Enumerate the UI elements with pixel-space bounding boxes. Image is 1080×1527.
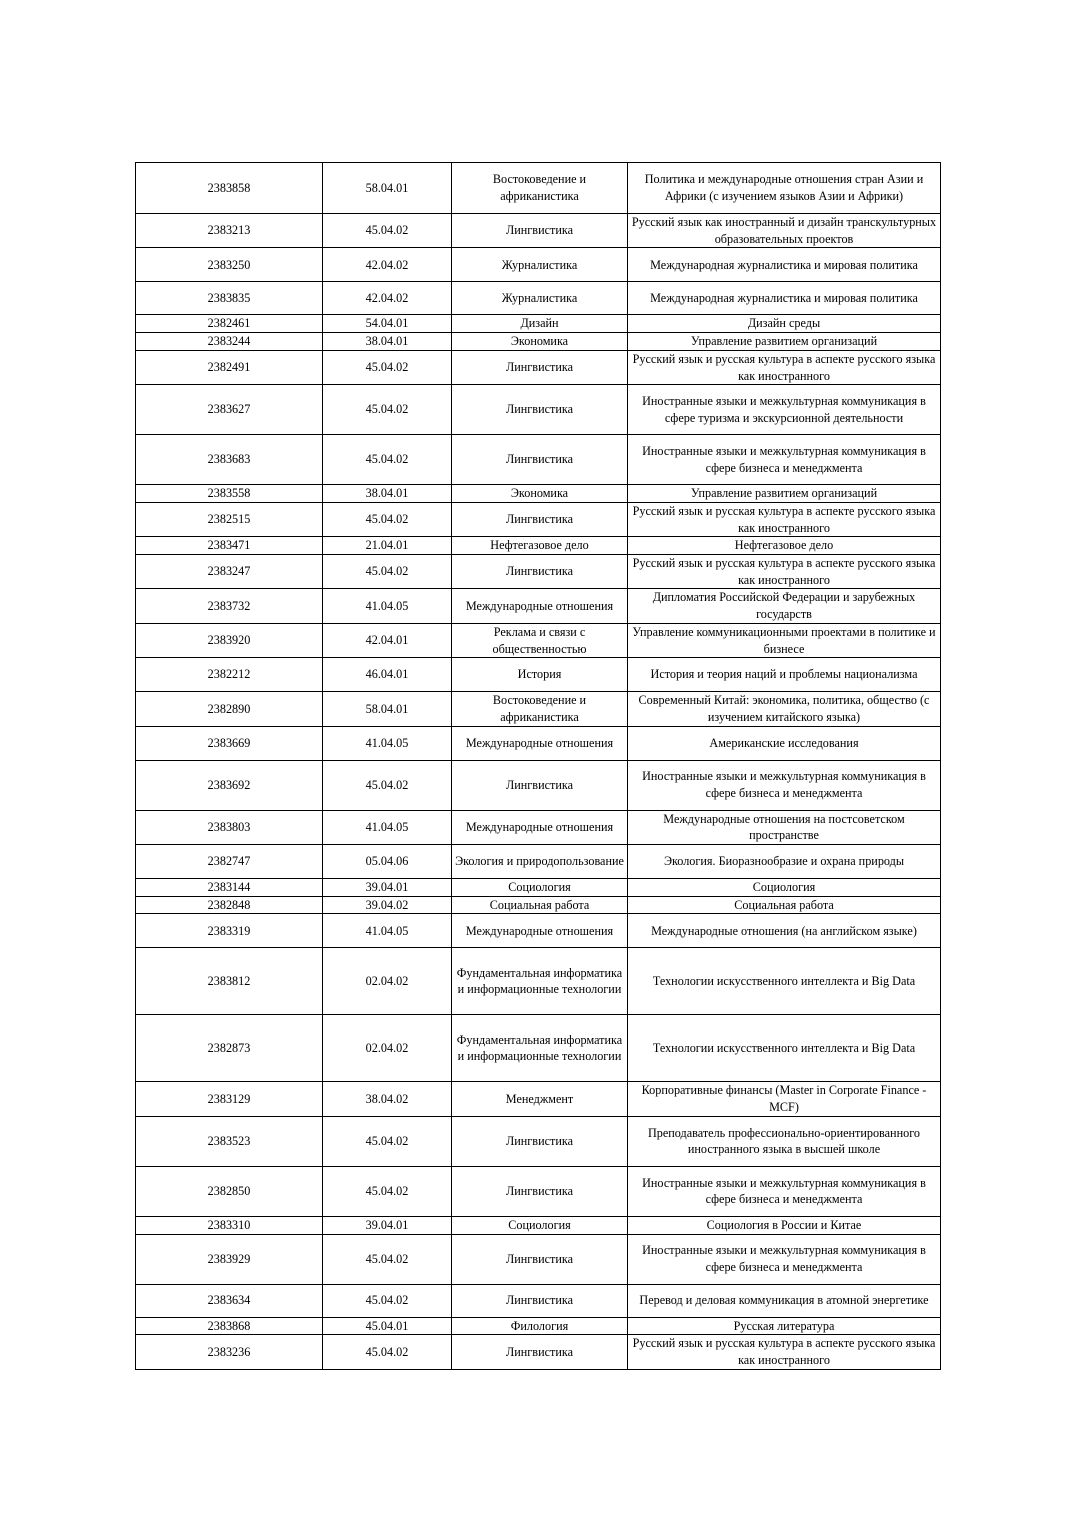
cell-record-id: 2383213	[136, 214, 323, 248]
table-row	[136, 879, 941, 897]
cell-program: Перевод и деловая коммуникация в атомной энергетике	[628, 1284, 941, 1317]
cell-program: Социология	[628, 879, 941, 897]
cell-record-id: 2383558	[136, 485, 323, 503]
cell-specialty-code: 45.04.02	[323, 1335, 452, 1369]
table-row	[136, 350, 941, 384]
table-row	[136, 1317, 941, 1335]
table-row	[136, 1015, 941, 1082]
table-row	[136, 845, 941, 879]
cell-record-id: 2383247	[136, 555, 323, 589]
cell-direction: Международные отношения	[452, 726, 628, 760]
cell-specialty-code: 42.04.02	[323, 248, 452, 282]
cell-specialty-code: 58.04.01	[323, 163, 452, 214]
cell-direction: Востоковедение и африканистика	[452, 163, 628, 214]
cell-program: Русская литература	[628, 1317, 941, 1335]
programs-table	[135, 162, 941, 1370]
cell-direction: Лингвистика	[452, 1116, 628, 1166]
table-row	[136, 537, 941, 555]
cell-record-id: 2383319	[136, 914, 323, 948]
cell-program: Дипломатия Российской Федерации и зарубежных государств	[628, 589, 941, 623]
table-row	[136, 589, 941, 623]
cell-specialty-code: 45.04.01	[323, 1317, 452, 1335]
cell-record-id: 2383835	[136, 282, 323, 315]
cell-direction: Менеджмент	[452, 1082, 628, 1116]
cell-specialty-code: 41.04.05	[323, 810, 452, 844]
cell-record-id: 2382491	[136, 350, 323, 384]
cell-direction: Лингвистика	[452, 214, 628, 248]
table-row	[136, 658, 941, 692]
cell-program: Дизайн среды	[628, 315, 941, 333]
table-row	[136, 315, 941, 333]
cell-record-id: 2383236	[136, 1335, 323, 1369]
cell-program: Нефтегазовое дело	[628, 537, 941, 555]
table-row	[136, 692, 941, 726]
cell-specialty-code: 38.04.01	[323, 333, 452, 351]
cell-program: Международные отношения (на английском языке)	[628, 914, 941, 948]
cell-direction: Международные отношения	[452, 589, 628, 623]
cell-record-id: 2382461	[136, 315, 323, 333]
cell-program: История и теория наций и проблемы национализма	[628, 658, 941, 692]
table-row	[136, 435, 941, 485]
table-row	[136, 1234, 941, 1284]
cell-record-id: 2383250	[136, 248, 323, 282]
cell-record-id: 2382890	[136, 692, 323, 726]
table-row	[136, 914, 941, 948]
cell-specialty-code: 42.04.02	[323, 282, 452, 315]
table-row	[136, 282, 941, 315]
cell-program: Международные отношения на постсоветском пространстве	[628, 810, 941, 844]
cell-record-id: 2383920	[136, 623, 323, 657]
cell-direction: Фундаментальная информатика и информационные технологии	[452, 1015, 628, 1082]
cell-program: Управление развитием организаций	[628, 333, 941, 351]
cell-record-id: 2383144	[136, 879, 323, 897]
cell-direction: Лингвистика	[452, 1166, 628, 1216]
cell-specialty-code: 42.04.01	[323, 623, 452, 657]
cell-specialty-code: 45.04.02	[323, 502, 452, 536]
cell-direction: Социология	[452, 879, 628, 897]
cell-record-id: 2383683	[136, 435, 323, 485]
cell-program: Иностранные языки и межкультурная коммуникация в сфере бизнеса и менеджмента	[628, 760, 941, 810]
cell-record-id: 2383129	[136, 1082, 323, 1116]
cell-record-id: 2383669	[136, 726, 323, 760]
cell-direction: Фундаментальная информатика и информационные технологии	[452, 948, 628, 1015]
cell-specialty-code: 45.04.02	[323, 1234, 452, 1284]
table-row	[136, 948, 941, 1015]
cell-program: Политика и международные отношения стран Азии и Африки (с изучением языков Азии и Африки)	[628, 163, 941, 214]
cell-record-id: 2383244	[136, 333, 323, 351]
cell-record-id: 2383868	[136, 1317, 323, 1335]
cell-specialty-code: 02.04.02	[323, 1015, 452, 1082]
cell-direction: Лингвистика	[452, 385, 628, 435]
cell-program: Управление развитием организаций	[628, 485, 941, 503]
cell-specialty-code: 41.04.05	[323, 589, 452, 623]
cell-specialty-code: 45.04.02	[323, 385, 452, 435]
cell-specialty-code: 02.04.02	[323, 948, 452, 1015]
cell-record-id: 2383812	[136, 948, 323, 1015]
cell-specialty-code: 58.04.01	[323, 692, 452, 726]
cell-specialty-code: 45.04.02	[323, 1116, 452, 1166]
cell-direction: Дизайн	[452, 315, 628, 333]
cell-specialty-code: 39.04.01	[323, 1216, 452, 1234]
cell-program: Иностранные языки и межкультурная коммуникация в сфере туризма и экскурсионной деятельности	[628, 385, 941, 435]
cell-direction: Востоковедение и африканистика	[452, 692, 628, 726]
cell-specialty-code: 39.04.02	[323, 896, 452, 914]
table-row	[136, 333, 941, 351]
table-row	[136, 163, 941, 214]
table-row	[136, 1216, 941, 1234]
cell-program: Русский язык и русская культура в аспекте русского языка как иностранного	[628, 502, 941, 536]
table-row	[136, 1166, 941, 1216]
cell-program: Русский язык и русская культура в аспекте русского языка как иностранного	[628, 1335, 941, 1369]
cell-specialty-code: 39.04.01	[323, 879, 452, 897]
cell-direction: Лингвистика	[452, 1234, 628, 1284]
table-row	[136, 726, 941, 760]
cell-direction: Международные отношения	[452, 810, 628, 844]
cell-record-id: 2382850	[136, 1166, 323, 1216]
cell-direction: Реклама и связи с общественностью	[452, 623, 628, 657]
cell-program: Современный Китай: экономика, политика, общество (с изучением китайского языка)	[628, 692, 941, 726]
cell-program: Иностранные языки и межкультурная коммуникация в сфере бизнеса и менеджмента	[628, 435, 941, 485]
cell-specialty-code: 05.04.06	[323, 845, 452, 879]
cell-direction: Лингвистика	[452, 435, 628, 485]
table-row	[136, 1082, 941, 1116]
cell-program: Управление коммуникационными проектами в политике и бизнесе	[628, 623, 941, 657]
cell-record-id: 2383627	[136, 385, 323, 435]
cell-record-id: 2383523	[136, 1116, 323, 1166]
cell-record-id: 2383803	[136, 810, 323, 844]
cell-direction: Журналистика	[452, 248, 628, 282]
cell-direction: Лингвистика	[452, 502, 628, 536]
cell-direction: Филология	[452, 1317, 628, 1335]
table-row	[136, 214, 941, 248]
table-row	[136, 248, 941, 282]
cell-specialty-code: 38.04.02	[323, 1082, 452, 1116]
cell-specialty-code: 45.04.02	[323, 350, 452, 384]
cell-record-id: 2383310	[136, 1216, 323, 1234]
table-row	[136, 623, 941, 657]
cell-direction: Лингвистика	[452, 1335, 628, 1369]
cell-program: Корпоративные финансы (Master in Corporate Finance - MCF)	[628, 1082, 941, 1116]
table-row	[136, 485, 941, 503]
cell-direction: Международные отношения	[452, 914, 628, 948]
cell-specialty-code: 41.04.05	[323, 726, 452, 760]
cell-program: Социальная работа	[628, 896, 941, 914]
cell-specialty-code: 45.04.02	[323, 1166, 452, 1216]
table-row	[136, 1335, 941, 1369]
table-row	[136, 385, 941, 435]
cell-direction: Экономика	[452, 485, 628, 503]
cell-program: Преподаватель профессионально-ориентированного иностранного языка в высшей школе	[628, 1116, 941, 1166]
table-row	[136, 555, 941, 589]
cell-record-id: 2382212	[136, 658, 323, 692]
cell-direction: Нефтегазовое дело	[452, 537, 628, 555]
cell-record-id: 2382873	[136, 1015, 323, 1082]
cell-record-id: 2383692	[136, 760, 323, 810]
cell-program: Международная журналистика и мировая политика	[628, 248, 941, 282]
cell-program: Технологии искусственного интеллекта и Big Data	[628, 948, 941, 1015]
cell-direction: История	[452, 658, 628, 692]
cell-specialty-code: 45.04.02	[323, 435, 452, 485]
cell-record-id: 2382515	[136, 502, 323, 536]
cell-program: Технологии искусственного интеллекта и Big Data	[628, 1015, 941, 1082]
cell-specialty-code: 45.04.02	[323, 1284, 452, 1317]
cell-specialty-code: 38.04.01	[323, 485, 452, 503]
cell-record-id: 2383732	[136, 589, 323, 623]
cell-direction: Экономика	[452, 333, 628, 351]
cell-specialty-code: 45.04.02	[323, 760, 452, 810]
table-row	[136, 896, 941, 914]
table-row	[136, 502, 941, 536]
table-row	[136, 760, 941, 810]
cell-program: Социология в России и Китае	[628, 1216, 941, 1234]
programs-table-body	[136, 163, 941, 1370]
cell-direction: Лингвистика	[452, 760, 628, 810]
cell-specialty-code: 54.04.01	[323, 315, 452, 333]
cell-program: Русский язык и русская культура в аспекте русского языка как иностранного	[628, 555, 941, 589]
cell-program: Экология. Биоразнообразие и охрана природы	[628, 845, 941, 879]
cell-record-id: 2382848	[136, 896, 323, 914]
cell-record-id: 2382747	[136, 845, 323, 879]
cell-direction: Лингвистика	[452, 1284, 628, 1317]
cell-direction: Журналистика	[452, 282, 628, 315]
cell-record-id: 2383929	[136, 1234, 323, 1284]
cell-record-id: 2383471	[136, 537, 323, 555]
cell-program: Иностранные языки и межкультурная коммуникация в сфере бизнеса и менеджмента	[628, 1166, 941, 1216]
cell-direction: Лингвистика	[452, 350, 628, 384]
cell-direction: Экология и природопользование	[452, 845, 628, 879]
cell-direction: Социальная работа	[452, 896, 628, 914]
cell-direction: Социология	[452, 1216, 628, 1234]
cell-program: Американские исследования	[628, 726, 941, 760]
cell-direction: Лингвистика	[452, 555, 628, 589]
table-row	[136, 1116, 941, 1166]
table-row	[136, 1284, 941, 1317]
cell-record-id: 2383858	[136, 163, 323, 214]
cell-program: Международная журналистика и мировая политика	[628, 282, 941, 315]
table-row	[136, 810, 941, 844]
cell-record-id: 2383634	[136, 1284, 323, 1317]
cell-program: Русский язык как иностранный и дизайн транскультурных образовательных проектов	[628, 214, 941, 248]
cell-specialty-code: 45.04.02	[323, 555, 452, 589]
cell-specialty-code: 21.04.01	[323, 537, 452, 555]
cell-specialty-code: 41.04.05	[323, 914, 452, 948]
cell-program: Иностранные языки и межкультурная коммуникация в сфере бизнеса и менеджмента	[628, 1234, 941, 1284]
cell-specialty-code: 45.04.02	[323, 214, 452, 248]
cell-specialty-code: 46.04.01	[323, 658, 452, 692]
cell-program: Русский язык и русская культура в аспекте русского языка как иностранного	[628, 350, 941, 384]
